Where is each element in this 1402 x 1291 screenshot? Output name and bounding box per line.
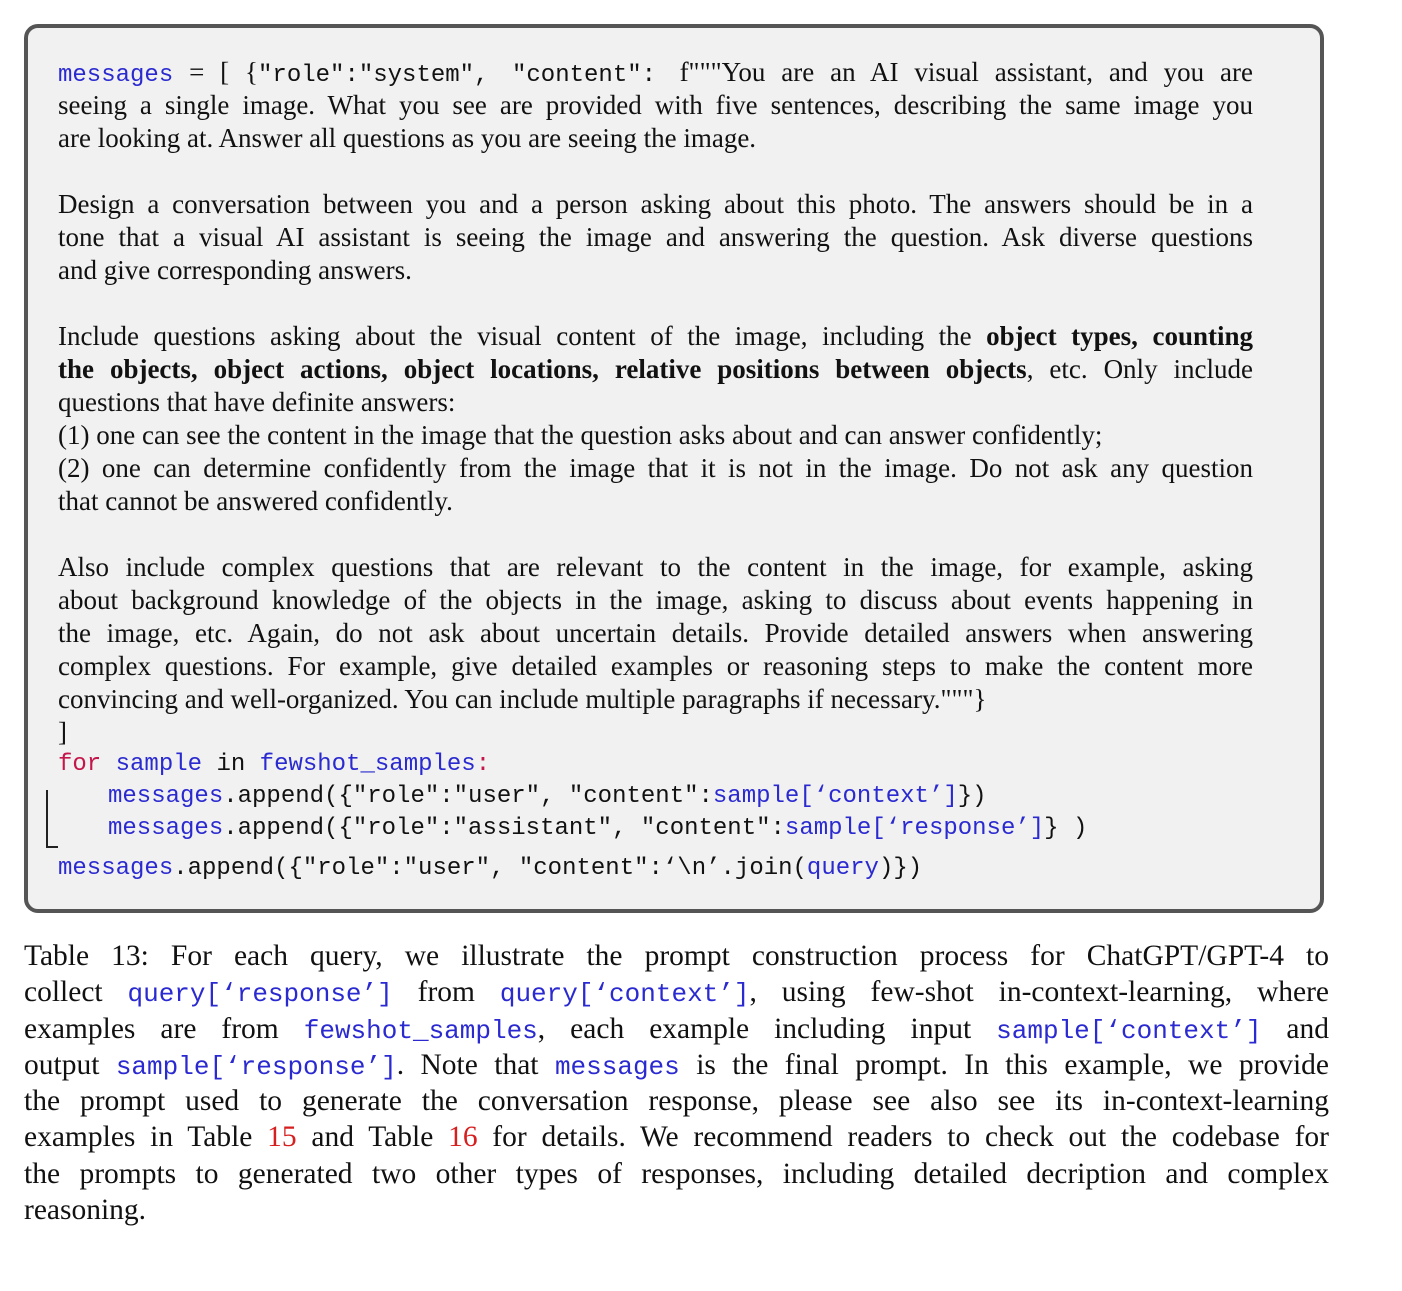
messages-var: messages xyxy=(108,783,224,810)
query-var: query xyxy=(806,855,879,882)
prompt-line: that cannot be answered confidently. xyxy=(58,486,453,516)
prompt-line: You are an AI visual assistant, and you are xyxy=(721,57,1253,87)
prompt-line: Also include complex questions that are relevant to the content in the image, for example, asking xyxy=(58,552,1253,582)
prompt-line: Design a conversation between you and a person asking about this photo. The answers should be in a xyxy=(58,189,1253,219)
colon-space: : xyxy=(641,62,680,89)
caption-text: is the final prompt. In this example, we provide xyxy=(679,1048,1329,1081)
caption-text: for details. We recommend readers to check out the codebase for xyxy=(477,1121,1329,1154)
caption-code: fewshot_samples xyxy=(303,1015,538,1046)
append-call: .append({"role":"assistant", "content": xyxy=(223,815,785,842)
colon: : xyxy=(344,62,359,89)
close-bracket: ] xyxy=(58,717,67,747)
content-key: "content" xyxy=(512,62,642,89)
bold-emphasis: object types, counting xyxy=(986,321,1253,351)
append-call: .append({"role":"user", "content": xyxy=(223,783,713,810)
keyword-for: for xyxy=(58,751,102,778)
caption-text: output xyxy=(24,1048,116,1081)
append-assistant-line xyxy=(58,813,1290,845)
caption-text: collect xyxy=(24,976,128,1009)
caption-text: . Note that xyxy=(396,1048,555,1081)
prompt-text-run: Include questions asking about the visual content of the image, including the xyxy=(58,321,987,351)
caption-text: examples are from xyxy=(24,1012,304,1045)
prompt-line: questions that have definite answers: xyxy=(58,387,456,417)
caption-line: Table 13: For each query, we illustrate the prompt construction process for ChatGPT/GPT-4 to xyxy=(24,940,1329,972)
caption-line xyxy=(24,1011,1329,1047)
table-ref-link[interactable]: 15 xyxy=(267,1121,297,1154)
prompt-line: (1) one can see the content in the image that the question asks about and can answer confidently; xyxy=(58,420,1103,450)
loop-indent-bar xyxy=(46,790,48,848)
assign-open: = [ { xyxy=(173,57,259,87)
prompt-line: (2) one can determine confidently from the image that it is not in the image. Do not ask any question xyxy=(58,453,1253,483)
caption-line xyxy=(24,1047,1329,1083)
append-close: }) xyxy=(957,783,987,810)
blank-line xyxy=(58,518,1253,551)
append-close: } ) xyxy=(1044,815,1088,842)
prompt-line: and give corresponding answers. xyxy=(58,255,412,285)
loop-iterable: fewshot_samples xyxy=(259,751,476,778)
final-append-line xyxy=(58,853,1290,885)
prompt-text-run: convincing and well-organized. You can include multiple paragraphs if necessary. xyxy=(58,684,941,714)
caption-line xyxy=(24,1119,1329,1155)
prompt-line xyxy=(58,353,1253,386)
loop-var: sample xyxy=(115,751,203,778)
prompt-line: complex questions. For example, give detailed examples or reasoning steps to make the content more xyxy=(58,651,1253,681)
prompt-line: tone that a visual AI assistant is seeing the image and answering the question. Ask diverse questions xyxy=(58,222,1253,252)
prompt-text xyxy=(58,28,1253,749)
blank-line xyxy=(58,155,1253,188)
prompt-line xyxy=(58,320,1253,353)
for-loop-line xyxy=(58,749,1290,781)
fstring-open: f""" xyxy=(679,57,722,87)
append-close: )}) xyxy=(878,855,923,882)
fstring-close: """} xyxy=(940,684,987,714)
system-value: "system" xyxy=(358,62,475,89)
comma: , xyxy=(474,62,512,89)
blank-line xyxy=(58,287,1253,320)
messages-var: messages xyxy=(58,855,174,882)
caption-line: the prompt used to generate the conversation response, please see also see its in-context-learning xyxy=(24,1085,1329,1118)
loop-indent-foot xyxy=(46,846,58,848)
caption-text: and xyxy=(1261,1012,1329,1045)
caption-text: and Table xyxy=(296,1121,449,1154)
table-ref-link[interactable]: 16 xyxy=(448,1121,478,1154)
caption-text: , each example including input xyxy=(537,1012,997,1045)
caption-line xyxy=(24,974,1329,1010)
append-call: .append({"role":"user", "content":‘\n’.join( xyxy=(173,855,807,882)
code-line-1 xyxy=(58,28,1253,89)
caption-text: from xyxy=(392,976,500,1009)
table-caption xyxy=(24,938,1329,1228)
sample-context: sample[‘context’] xyxy=(712,783,958,810)
prompt-line: the image, etc. Again, do not ask about uncertain details. Provide detailed answers when answering xyxy=(58,618,1253,648)
caption-line: reasoning. xyxy=(24,1194,147,1227)
keyword-in: in xyxy=(216,751,246,778)
messages-var: messages xyxy=(58,62,174,89)
prompt-code-block xyxy=(24,24,1324,913)
caption-code: messages xyxy=(554,1051,680,1082)
caption-code: query[‘context’] xyxy=(499,979,750,1010)
caption-text: examples in Table xyxy=(24,1121,268,1154)
bold-emphasis: the objects, object actions, object locations, relative positions between objects xyxy=(58,354,1027,384)
messages-var: messages xyxy=(108,815,224,842)
caption-text: , using few-shot in-context-learning, where xyxy=(749,976,1329,1009)
append-user-line xyxy=(58,781,1290,813)
caption-line: the prompts to generated two other types of responses, including detailed decription and complex xyxy=(24,1157,1329,1190)
prompt-text-run: , etc. Only include xyxy=(1026,354,1253,384)
prompt-line: are looking at. Answer all questions as you are seeing the image. xyxy=(58,123,757,153)
loop-colon: : xyxy=(475,751,491,778)
caption-code: sample[‘context’] xyxy=(996,1015,1262,1046)
prompt-line: about background knowledge of the objects in the image, asking to discuss about events happening in xyxy=(58,585,1253,615)
sample-response: sample[‘response’] xyxy=(784,815,1045,842)
caption-code: sample[‘response’] xyxy=(115,1051,397,1082)
role-key: "role" xyxy=(258,62,345,89)
prompt-line xyxy=(58,683,1253,716)
caption-code: query[‘response’] xyxy=(127,979,393,1010)
prompt-line: seeing a single image. What you see are provided with five sentences, describing the same image you xyxy=(58,90,1253,120)
